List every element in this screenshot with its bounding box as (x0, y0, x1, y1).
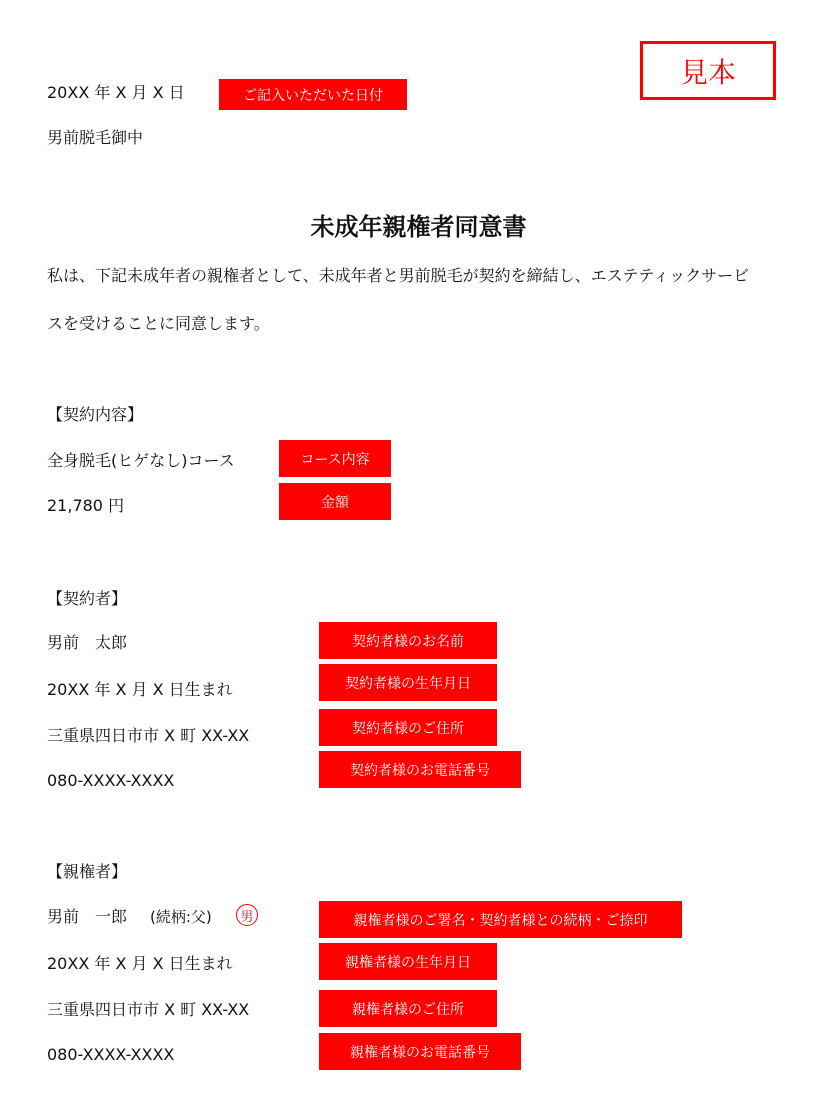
recipient-text: 男前脱毛御中 (47, 128, 144, 147)
contractor-phone-tag: 契約者様のお電話番号 (319, 751, 521, 788)
contractor-name: 男前 太郎 (47, 633, 128, 652)
guardian-address: 三重県四日市市 X 町 XX-XX (47, 1000, 250, 1019)
contractor-birth: 20XX 年 X 月 X 日生まれ (47, 680, 233, 699)
contractor-address-tag: 契約者様のご住所 (319, 709, 497, 746)
guardian-address-tag: 親権者様のご住所 (319, 990, 497, 1027)
contract-heading: 【契約内容】 (47, 405, 144, 424)
guardian-phone-tag: 親権者様のお電話番号 (319, 1033, 521, 1070)
contractor-phone: 080-XXXX-XXXX (47, 771, 175, 790)
course-text: 全身脱毛(ヒゲなし)コース (47, 451, 235, 470)
guardian-birth-tag: 親権者様の生年月日 (319, 943, 497, 980)
contractor-heading: 【契約者】 (47, 589, 128, 608)
contractor-birth-tag: 契約者様の生年月日 (319, 664, 497, 701)
guardian-phone: 080-XXXX-XXXX (47, 1045, 175, 1064)
body-line-1: 私は、下記未成年者の親権者として、未成年者と男前脱毛が契約を締結し、エステティックサービ (47, 266, 750, 285)
date-text: 20XX 年 X 月 X 日 (47, 83, 185, 102)
guardian-birth: 20XX 年 X 月 X 日生まれ (47, 954, 233, 973)
contractor-address: 三重県四日市市 X 町 XX-XX (47, 726, 250, 745)
body-line-2: スを受けることに同意します。 (47, 314, 270, 333)
price-tag: 金額 (279, 483, 391, 520)
guardian-heading: 【親権者】 (47, 862, 128, 881)
seal-stamp: 男 (236, 904, 258, 926)
guardian-name: 男前 一郎 (47, 907, 128, 926)
course-tag: コース内容 (279, 440, 391, 477)
guardian-relation: (続柄:父) (150, 908, 212, 926)
document-title: 未成年親権者同意書 (310, 213, 527, 241)
guardian-name-tag: 親権者様のご署名・契約者様との続柄・ご捺印 (319, 901, 682, 938)
contractor-name-tag: 契約者様のお名前 (319, 622, 497, 659)
price-text: 21,780 円 (47, 496, 125, 515)
sample-stamp: 見本 (640, 41, 776, 100)
date-tag: ご記入いただいた日付 (219, 79, 407, 110)
